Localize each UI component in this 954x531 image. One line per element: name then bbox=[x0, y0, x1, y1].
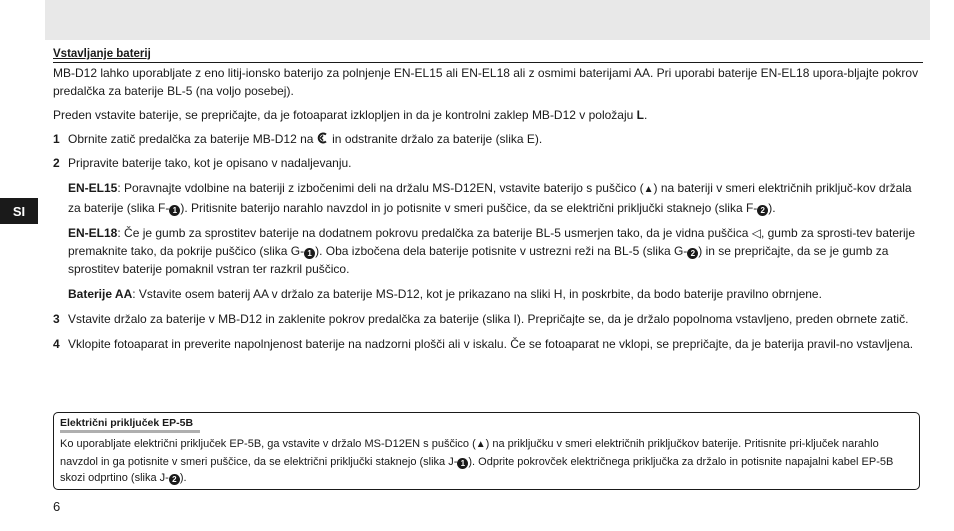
step-3: 3 Vstavite držalo za baterije v MB-D12 in zaklenite pokrov predalčka za baterije (slika I). Prepričajte se, da je držalo popolnoma vstavljeno, preden obrnete zatič. bbox=[53, 312, 909, 326]
marker-1-icon: 1 bbox=[169, 205, 180, 216]
step-number: 1 bbox=[53, 132, 60, 146]
step-number: 2 bbox=[53, 156, 60, 170]
warning-paragraph: Preden vstavite baterije, se prepričajte, da je fotoaparat izklopljen in da je kontrolni zaklep MB-D12 v položaju L. bbox=[53, 108, 648, 122]
intro-paragraph: MB-D12 lahko uporabljate z eno litij-ionsko baterijo za polnjenje EN-EL15 ali EN-EL18 ali z osmimi baterijami AA. Pri uporabi baterije EN-EL18 upora-bljajte pokrov predalčka za baterije BL-5 (na voljo posebej). bbox=[53, 66, 919, 98]
note-box bbox=[53, 412, 920, 490]
marker-1-icon: 1 bbox=[457, 458, 468, 469]
note-text: Ko uporabljate električni priključek EP-5B, ga vstavite v držalo MS-D12EN s puščico (▲) na priključku v smeri električnih priključkov baterije. Pritisnite pri-ključek narahlo navzdol in ga potisnite v smeri puščice, da se električni priključki staknejo (slika J- 1 ). Odprite pokrovček električnega priključka za držalo in potisnite napajalni kabel EP-5B skozi odprtino (slika J- 2 ). bbox=[60, 438, 894, 484]
language-tab: SI bbox=[0, 198, 38, 224]
arrow-up-icon: ▲ bbox=[475, 439, 486, 450]
marker-2-icon: 2 bbox=[757, 205, 768, 216]
arrow-left-icon: ◁ bbox=[751, 226, 761, 240]
en-el18-paragraph: EN-EL18: Če je gumb za sprostitev baterije na dodatnem pokrovu predalčka za baterije BL-5 usmerjen tako, da je vidna puščica ◁, gumb za sprosti-tev baterije premaknite tako, da pokrije puščico (slika G- 1 ). Oba izbočena dela baterije potisnite v ustrezni reži na BL-5 (slika G- 2 ) in se prepričajte, da se je gumb za sprostitev baterije pomaknil vstran ter razkril puščico. bbox=[68, 226, 916, 276]
lock-position-label: L bbox=[636, 108, 645, 122]
marker-2-icon: 2 bbox=[169, 474, 180, 485]
arrow-up-icon: ▲ bbox=[643, 184, 654, 195]
step-4: 4 Vklopite fotoaparat in preverite napolnjenost baterije na nadzorni plošči ali v iskalu. Če se fotoaparat ne vklopi, se prepričajte, da je baterija pravil-no vstavljena. bbox=[53, 337, 914, 351]
latch-rotate-icon bbox=[317, 132, 329, 144]
step-number: 3 bbox=[53, 312, 60, 326]
section-title: Vstavljanje baterij bbox=[53, 47, 923, 63]
marker-1-icon: 1 bbox=[304, 248, 315, 259]
step-2: 2 Pripravite baterije tako, kot je opisano v nadaljevanju. bbox=[53, 156, 352, 170]
note-title: Električni priključek EP-5B bbox=[60, 417, 194, 429]
page-number: 6 bbox=[53, 499, 61, 514]
note-title-underline bbox=[60, 430, 200, 433]
en-el15-paragraph: EN-EL15: Poravnajte vdolbine na bateriji z izbočenimi deli na držalu MS-D12EN, vstavite baterijo s puščico (▲) na bateriji v smeri električnih priključ-kov držala za baterije (slika F- 1 ). Pritisnite baterijo narahlo navzdol in jo potisnite v smeri puščice, da se električni priključki staknejo (slika F- 2 ). bbox=[68, 181, 912, 215]
aa-paragraph: Baterije AA: Vstavite osem baterij AA v držalo za baterije MS-D12, kot je prikazano na sliki H, in poskrbite, da bodo baterije pravilno obrnjene. bbox=[68, 287, 822, 301]
main-content bbox=[53, 47, 923, 353]
step-number: 4 bbox=[53, 337, 60, 351]
header-bar bbox=[45, 0, 930, 40]
step-1: 1 Obrnite zatič predalčka za baterije MB-D12 na in odstranite držalo za baterije (slika E). bbox=[53, 132, 543, 146]
marker-2-icon: 2 bbox=[687, 248, 698, 259]
